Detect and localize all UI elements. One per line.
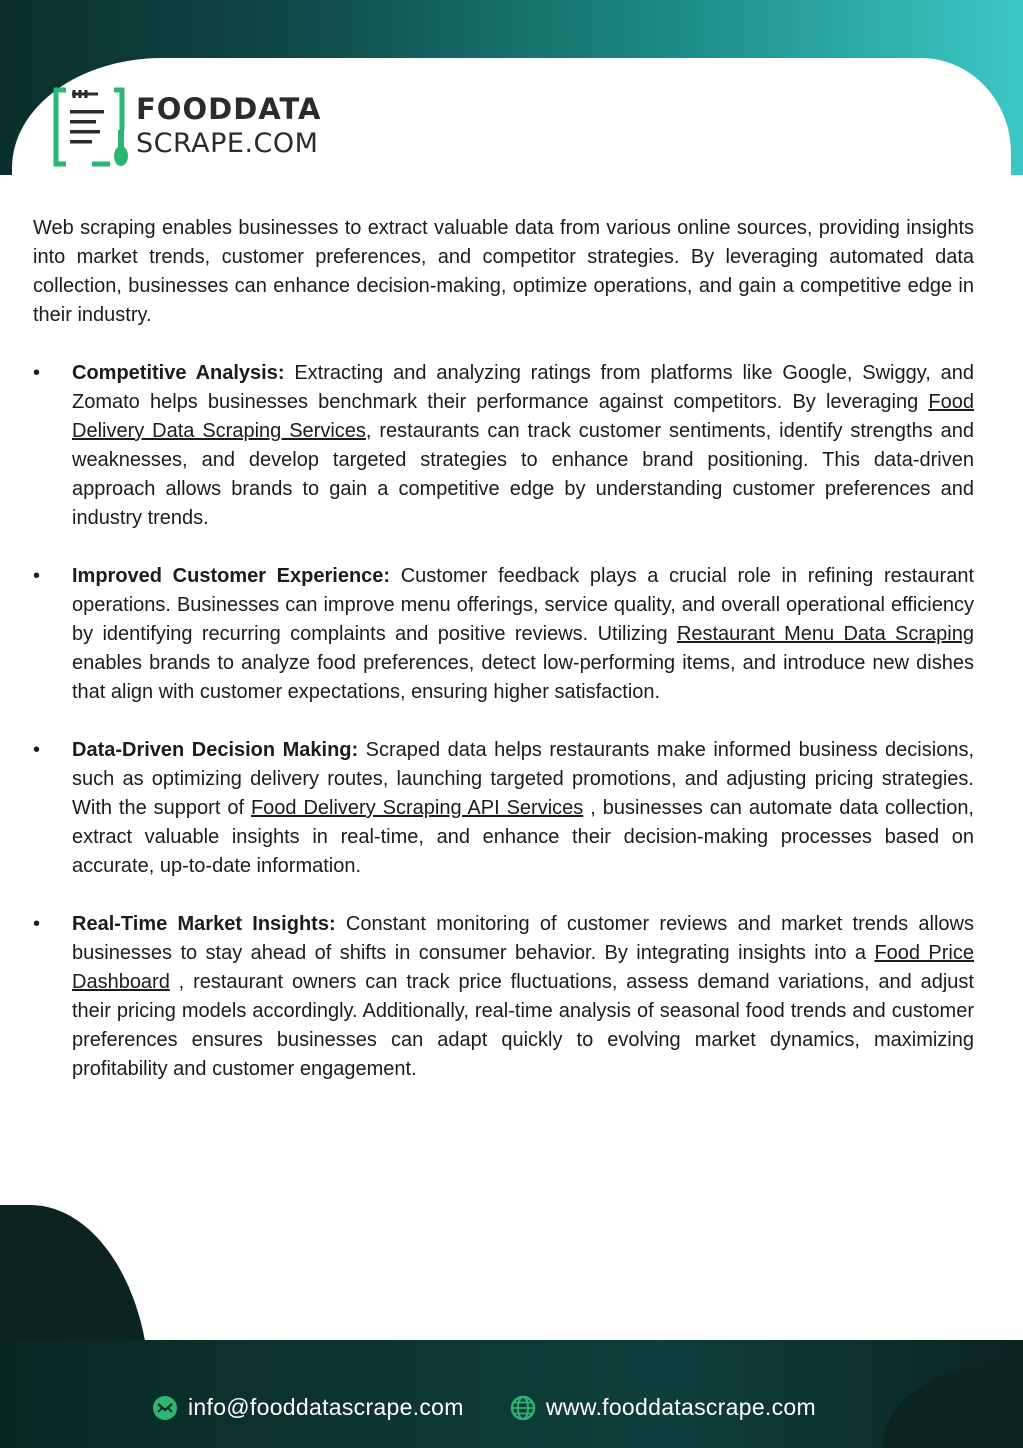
link-food-price-dashboard[interactable]: Food Price Dashboard [72, 942, 975, 993]
link-food-delivery-data-scraping-services[interactable]: Food Delivery Data Scraping Services [72, 391, 974, 442]
bullet-heading: Real-Time Market Insights: [72, 913, 336, 935]
bullet-text: Scraped data helps restaurants make informed business decisions, such as optimizing delivery routes, launching targeted promotions, and adjusting pricing strategies. With the support of [72, 739, 974, 819]
bullet-text: , restaurant owners can track price fluctuations, assess demand variations, and adjust their pricing models accordingly. Additionally, real-time analysis of seasonal food trends and customer preferences ensures businesses can adapt quickly to evolving market dynamics, maximizing profitability and customer engagement. [72, 971, 974, 1080]
bullet-text: , restaurants can track customer sentiments, identify strengths and weaknesses, and develop targeted strategies to enhance brand positioning. This data-driven approach allows brands to gain a competitive edge by understanding customer preferences and industry trends. [72, 420, 974, 529]
bullet-marker: • [33, 362, 41, 384]
email-address[interactable]: info@fooddatascrape.com [188, 1394, 464, 1420]
globe-icon [510, 1395, 536, 1421]
footer-contact [0, 1390, 1023, 1430]
brand-name-line1: FOODDATA [136, 92, 322, 126]
website-url[interactable]: www.fooddatascrape.com [546, 1394, 816, 1420]
bullet-text: , businesses can automate data collection, extract valuable insights in real-time, and enhance their decision-making processes based on accurate, up-to-date information. [72, 797, 974, 877]
footer-website[interactable] [510, 1394, 816, 1421]
intro-paragraph: Web scraping enables businesses to extract valuable data from various online sources, providing insights into market trends, customer preferences, and competitor strategies. By leveraging automated data collection, businesses can enhance decision-making, optimize operations, and gain a competitive edge in their industry. [33, 217, 974, 326]
bullet-list [33, 359, 974, 1084]
bullet-data-driven-decision-making [33, 736, 974, 881]
link-food-delivery-scraping-api-services[interactable]: Food Delivery Scraping API Services [250, 797, 584, 819]
bullet-competitive-analysis [33, 359, 974, 533]
bullet-text: Customer feedback plays a crucial role in refining restaurant operations. Businesses can improve menu offerings, service quality, and overall operational efficiency by identifying recurring complaints and positive reviews. Utilizing [72, 565, 974, 645]
brand-logo [52, 86, 342, 170]
bullet-heading: Data-Driven Decision Making: [72, 739, 359, 761]
bullet-real-time-market-insights [33, 910, 974, 1084]
article-body [33, 214, 974, 1113]
envelope-icon [152, 1395, 178, 1421]
bullet-heading: Competitive Analysis: [72, 362, 285, 384]
bullet-heading: Improved Customer Experience: [72, 565, 391, 587]
bullet-improved-customer-experience [33, 562, 974, 707]
brand-name-line2: SCRAPE.COM [136, 128, 319, 159]
menu-list-spoon-icon [52, 86, 128, 168]
footer-email[interactable] [152, 1394, 464, 1421]
bullet-marker: • [33, 913, 41, 935]
link-restaurant-menu-data-scraping[interactable]: Restaurant Menu Data Scraping [676, 623, 974, 645]
bullet-text: Constant monitoring of customer reviews and market trends allows businesses to stay ahead of shifts in consumer behavior. By integrating insights into a [72, 913, 975, 964]
bullet-text: enables brands to analyze food preferences, detect low-performing items, and introduce new dishes that align with customer expectations, ensuring higher satisfaction. [72, 652, 974, 703]
bullet-text: Extracting and analyzing ratings from platforms like Google, Swiggy, and Zomato helps businesses benchmark their performance against competitors. By leveraging [72, 362, 974, 413]
bullet-marker: • [33, 565, 41, 587]
bullet-marker: • [33, 739, 41, 761]
